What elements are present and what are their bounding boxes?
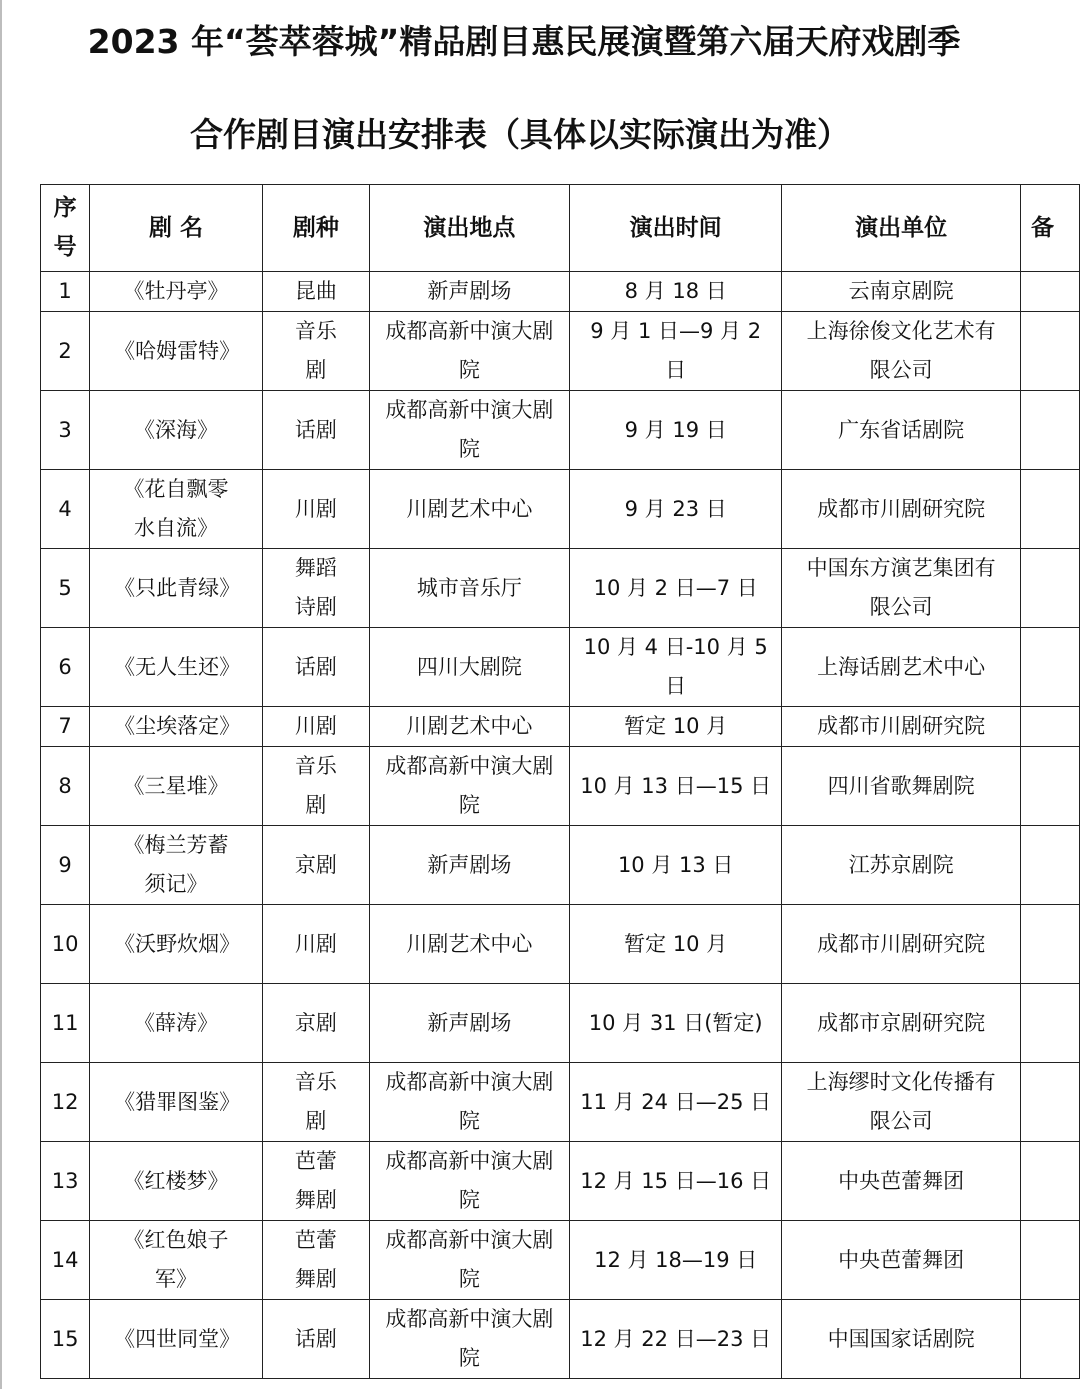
header-venue: 演出地点 bbox=[369, 185, 569, 272]
cell-time: 11 月 24 日—25 日 bbox=[569, 1063, 781, 1142]
table-row bbox=[41, 707, 1080, 747]
cell-remark bbox=[1020, 984, 1079, 1063]
cell-time: 12 月 15 日—16 日 bbox=[569, 1142, 781, 1221]
cell-venue: 成都高新中演大剧院 bbox=[369, 1221, 569, 1300]
cell-name: 《深海》 bbox=[90, 391, 263, 470]
cell-name: 《三星堆》 bbox=[90, 747, 263, 826]
cell-name: 《哈姆雷特》 bbox=[90, 312, 263, 391]
cell-remark bbox=[1020, 628, 1079, 707]
cell-remark bbox=[1020, 272, 1079, 312]
table-row bbox=[41, 905, 1080, 984]
header-company: 演出单位 bbox=[782, 185, 1021, 272]
cell-no: 10 bbox=[41, 905, 90, 984]
document-title-line1: 2023 年“荟萃蓉城”精品剧目惠民展演暨第六届天府戏剧季 bbox=[87, 22, 961, 61]
cell-time: 10 月 13 日 bbox=[569, 826, 781, 905]
cell-name: 《红色娘子军》 bbox=[90, 1221, 263, 1300]
cell-remark bbox=[1020, 747, 1079, 826]
cell-remark bbox=[1020, 1221, 1079, 1300]
header-no: 序号 bbox=[41, 185, 90, 272]
cell-name: 《红楼梦》 bbox=[90, 1142, 263, 1221]
cell-time: 8 月 18 日 bbox=[569, 272, 781, 312]
cell-no: 5 bbox=[41, 549, 90, 628]
cell-company: 四川省歌舞剧院 bbox=[782, 747, 1021, 826]
cell-time: 10 月 31 日(暂定) bbox=[569, 984, 781, 1063]
cell-genre: 京剧 bbox=[262, 984, 369, 1063]
table-row bbox=[41, 1221, 1080, 1300]
cell-venue: 成都高新中演大剧院 bbox=[369, 312, 569, 391]
cell-genre: 川剧 bbox=[262, 905, 369, 984]
cell-venue: 新声剧场 bbox=[369, 826, 569, 905]
cell-no: 13 bbox=[41, 1142, 90, 1221]
cell-no: 15 bbox=[41, 1300, 90, 1379]
cell-remark bbox=[1020, 707, 1079, 747]
cell-time: 10 月 13 日—15 日 bbox=[569, 747, 781, 826]
cell-remark bbox=[1020, 1142, 1079, 1221]
cell-venue: 成都高新中演大剧院 bbox=[369, 1142, 569, 1221]
table-row bbox=[41, 549, 1080, 628]
cell-venue: 成都高新中演大剧院 bbox=[369, 1063, 569, 1142]
cell-remark bbox=[1020, 1300, 1079, 1379]
cell-genre: 川剧 bbox=[262, 707, 369, 747]
cell-name: 《只此青绿》 bbox=[90, 549, 263, 628]
cell-venue: 川剧艺术中心 bbox=[369, 707, 569, 747]
schedule-table bbox=[40, 184, 1080, 1379]
cell-genre: 昆曲 bbox=[262, 272, 369, 312]
cell-company: 成都市京剧研究院 bbox=[782, 984, 1021, 1063]
cell-time: 12 月 18—19 日 bbox=[569, 1221, 781, 1300]
cell-time: 9 月 19 日 bbox=[569, 391, 781, 470]
cell-company: 成都市川剧研究院 bbox=[782, 707, 1021, 747]
header-name: 剧 名 bbox=[90, 185, 263, 272]
cell-name: 《梅兰芳蓄须记》 bbox=[90, 826, 263, 905]
table-row bbox=[41, 312, 1080, 391]
cell-remark bbox=[1020, 549, 1079, 628]
table-row bbox=[41, 826, 1080, 905]
cell-name: 《尘埃落定》 bbox=[90, 707, 263, 747]
cell-no: 2 bbox=[41, 312, 90, 391]
cell-genre: 芭蕾舞剧 bbox=[262, 1221, 369, 1300]
cell-genre: 音乐剧 bbox=[262, 1063, 369, 1142]
cell-name: 《薛涛》 bbox=[90, 984, 263, 1063]
page-left-border bbox=[0, 0, 2, 1389]
cell-time: 9 月 23 日 bbox=[569, 470, 781, 549]
cell-no: 4 bbox=[41, 470, 90, 549]
cell-genre: 话剧 bbox=[262, 628, 369, 707]
cell-venue: 城市音乐厅 bbox=[369, 549, 569, 628]
cell-name: 《牡丹亭》 bbox=[90, 272, 263, 312]
cell-company: 中国东方演艺集团有限公司 bbox=[782, 549, 1021, 628]
cell-company: 上海缪时文化传播有限公司 bbox=[782, 1063, 1021, 1142]
header-time: 演出时间 bbox=[569, 185, 781, 272]
cell-remark bbox=[1020, 312, 1079, 391]
table-row bbox=[41, 1300, 1080, 1379]
cell-time: 10 月 2 日—7 日 bbox=[569, 549, 781, 628]
cell-no: 14 bbox=[41, 1221, 90, 1300]
cell-no: 3 bbox=[41, 391, 90, 470]
table-row bbox=[41, 747, 1080, 826]
table-row bbox=[41, 470, 1080, 549]
cell-remark bbox=[1020, 905, 1079, 984]
cell-venue: 川剧艺术中心 bbox=[369, 905, 569, 984]
cell-no: 6 bbox=[41, 628, 90, 707]
cell-name: 《四世同堂》 bbox=[90, 1300, 263, 1379]
table-row bbox=[41, 1063, 1080, 1142]
cell-company: 成都市川剧研究院 bbox=[782, 470, 1021, 549]
cell-no: 9 bbox=[41, 826, 90, 905]
cell-company: 成都市川剧研究院 bbox=[782, 905, 1021, 984]
document-title-line2: 合作剧目演出安排表（具体以实际演出为准） bbox=[190, 115, 850, 154]
cell-genre: 芭蕾舞剧 bbox=[262, 1142, 369, 1221]
cell-venue: 川剧艺术中心 bbox=[369, 470, 569, 549]
cell-venue: 成都高新中演大剧院 bbox=[369, 747, 569, 826]
cell-no: 1 bbox=[41, 272, 90, 312]
cell-name: 《猎罪图鉴》 bbox=[90, 1063, 263, 1142]
cell-company: 中央芭蕾舞团 bbox=[782, 1221, 1021, 1300]
table-row bbox=[41, 984, 1080, 1063]
cell-remark bbox=[1020, 470, 1079, 549]
cell-genre: 音乐剧 bbox=[262, 747, 369, 826]
cell-genre: 话剧 bbox=[262, 1300, 369, 1379]
header-remark: 备 bbox=[1020, 185, 1079, 272]
cell-time: 暂定 10 月 bbox=[569, 905, 781, 984]
cell-venue: 成都高新中演大剧院 bbox=[369, 1300, 569, 1379]
cell-company: 云南京剧院 bbox=[782, 272, 1021, 312]
cell-genre: 舞蹈诗剧 bbox=[262, 549, 369, 628]
cell-genre: 话剧 bbox=[262, 391, 369, 470]
cell-genre: 川剧 bbox=[262, 470, 369, 549]
cell-venue: 新声剧场 bbox=[369, 984, 569, 1063]
cell-time: 9 月 1 日—9 月 2 日 bbox=[569, 312, 781, 391]
cell-no: 7 bbox=[41, 707, 90, 747]
cell-company: 上海徐俊文化艺术有限公司 bbox=[782, 312, 1021, 391]
table-row bbox=[41, 628, 1080, 707]
cell-no: 12 bbox=[41, 1063, 90, 1142]
cell-venue: 四川大剧院 bbox=[369, 628, 569, 707]
cell-name: 《无人生还》 bbox=[90, 628, 263, 707]
table-row bbox=[41, 272, 1080, 312]
cell-time: 10 月 4 日-10 月 5 日 bbox=[569, 628, 781, 707]
cell-company: 上海话剧艺术中心 bbox=[782, 628, 1021, 707]
cell-company: 中国国家话剧院 bbox=[782, 1300, 1021, 1379]
table-header-row bbox=[41, 185, 1080, 272]
cell-genre: 京剧 bbox=[262, 826, 369, 905]
cell-company: 广东省话剧院 bbox=[782, 391, 1021, 470]
cell-venue: 新声剧场 bbox=[369, 272, 569, 312]
cell-time: 12 月 22 日—23 日 bbox=[569, 1300, 781, 1379]
cell-no: 8 bbox=[41, 747, 90, 826]
table-row bbox=[41, 1142, 1080, 1221]
cell-time: 暂定 10 月 bbox=[569, 707, 781, 747]
cell-name: 《花自飘零水自流》 bbox=[90, 470, 263, 549]
cell-venue: 成都高新中演大剧院 bbox=[369, 391, 569, 470]
cell-company: 中央芭蕾舞团 bbox=[782, 1142, 1021, 1221]
cell-remark bbox=[1020, 1063, 1079, 1142]
cell-remark bbox=[1020, 826, 1079, 905]
cell-name: 《沃野炊烟》 bbox=[90, 905, 263, 984]
cell-company: 江苏京剧院 bbox=[782, 826, 1021, 905]
cell-genre: 音乐剧 bbox=[262, 312, 369, 391]
cell-no: 11 bbox=[41, 984, 90, 1063]
header-genre: 剧种 bbox=[262, 185, 369, 272]
cell-remark bbox=[1020, 391, 1079, 470]
table-row bbox=[41, 391, 1080, 470]
